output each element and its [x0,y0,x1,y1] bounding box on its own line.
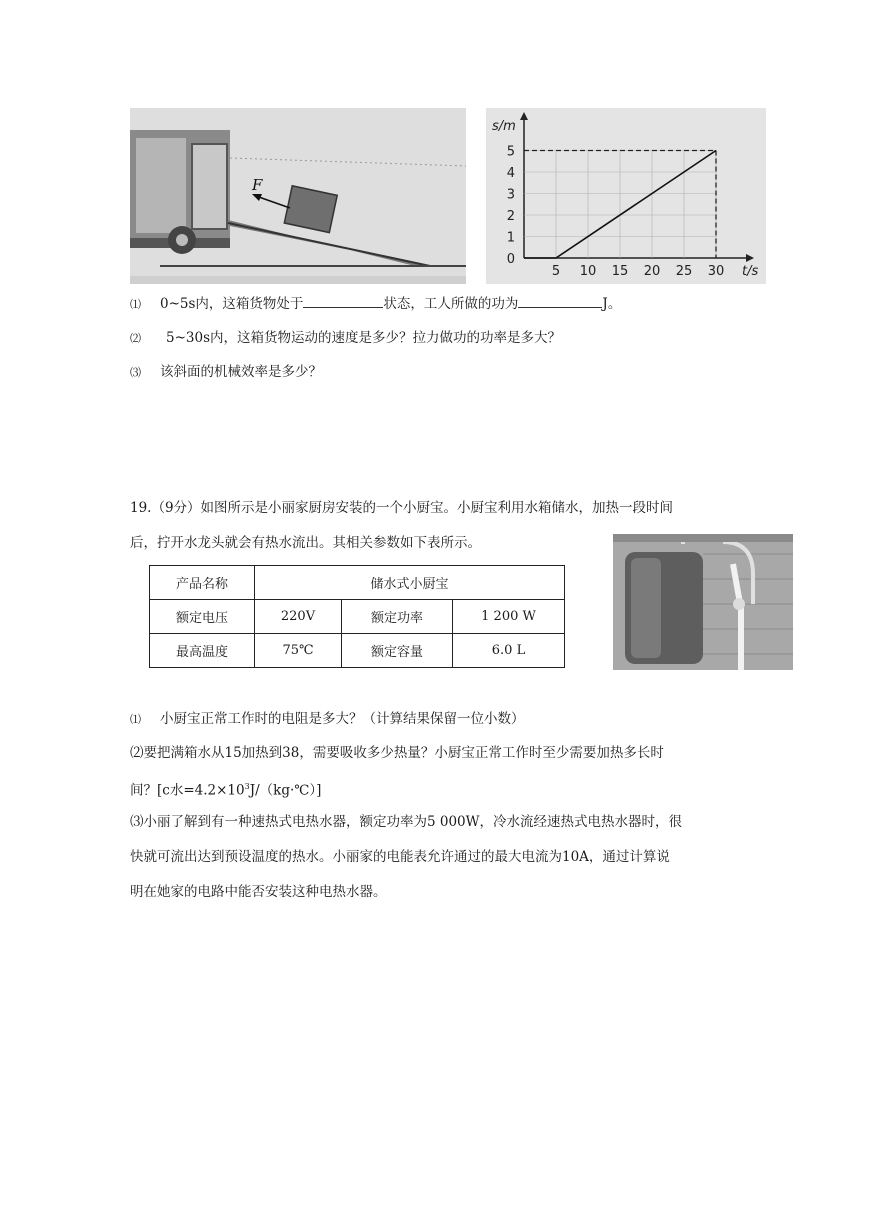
q19-part2-line2 [130,778,321,800]
table-cell: 产品名称 [150,566,255,600]
water-heater-illustration [613,534,793,670]
q18-part3-text: 该斜面的机械效率是多少？ [160,364,322,380]
q19-part1-number: ⑴ [130,713,141,726]
table-cell: 6.0 L [453,634,565,668]
table-row [150,566,565,600]
y-tick-label: 4 [506,166,515,181]
x-tick-label: 25 [675,264,693,279]
table-row [150,634,565,668]
q18-part1-text-b: 状态，工人所做的功为 [383,296,519,312]
ramp-illustration [130,108,466,284]
q19-intro-line2: 后，拧开水龙头就会有热水流出。其相关参数如下表所示。 [130,535,481,551]
q18-part3 [130,363,322,382]
q19-part3-line2: 快就可流出达到预设温度的热水。小丽家的电能表允许通过的最大电流为10A，通过计算说 [130,849,670,865]
q18-part1-text-c: J。 [602,296,622,312]
table-cell: 额定容量 [342,634,453,668]
q19-part2-formula-a: 间？[c水=4.2×10 [130,782,245,799]
q19-part1-text: 小厨宝正常工作时的电阻是多大？（计算结果保留一位小数） [160,711,525,727]
q18-part1-number: ⑴ [130,298,141,311]
x-tick-label: 15 [611,264,629,279]
table-cell: 220V [255,600,342,634]
q18-part1 [130,295,621,314]
s-t-chart-svg [486,108,766,284]
q18-part1-text-a: 0~5s内，这箱货物处于 [160,296,304,312]
x-tick-label: 20 [643,264,661,279]
table-cell: 储水式小厨宝 [255,566,565,600]
y-axis-label: s/m [492,119,516,134]
y-tick-label: 2 [506,209,515,224]
x-tick-label: 10 [579,264,597,279]
table-cell: 75℃ [255,634,342,668]
q19-part2-formula-b: J/（kg·℃）] [249,782,322,799]
y-tick-label: 0 [506,252,515,267]
table-row [150,600,565,634]
table-cell: 1 200 W [453,600,565,634]
table-cell: 额定电压 [150,600,255,634]
force-label: F [252,176,263,194]
x-tick-label: 30 [707,264,725,279]
water-heater-photo [613,534,793,670]
q18-part2-text: 5~30s内，这箱货物运动的速度是多少？拉力做功的功率是多大？ [166,330,562,346]
spec-table [149,565,565,668]
q19-part1 [130,710,525,729]
q19-part3-line1: ⑶小丽了解到有一种速热式电热水器，额定功率为5 000W，冷水流经速热式电热水器时，很 [130,814,683,830]
x-axis-label: t/s [742,264,759,279]
y-tick-label: 1 [506,230,515,246]
q19-part2-line1: ⑵要把满箱水从15加热到38，需要吸收多少热量？小厨宝正常工作时至少需要加热多长时 [130,745,664,761]
q18-part2 [130,329,561,348]
q19-part2-exponent: 3 [244,782,250,791]
table-cell: 额定功率 [342,600,453,634]
q18-part1-blank-2[interactable] [518,295,602,308]
table-cell: 最高温度 [150,634,255,668]
q18-part3-number: ⑶ [130,366,141,379]
x-tick-label: 5 [551,264,561,279]
s-t-chart [486,108,766,284]
ramp-truck-figure [130,108,466,284]
q19-intro-line1: 19.（9分）如图所示是小丽家厨房安装的一个小厨宝。小厨宝利用水箱储水，加热一段时间 [130,500,674,516]
q19-part3-line3: 明在她家的电路中能否安装这种电热水器。 [130,884,387,900]
y-tick-label: 5 [506,144,515,160]
q18-part2-number: ⑵ [130,332,141,345]
q18-part1-blank-1[interactable] [303,295,383,308]
y-tick-label: 3 [506,187,515,203]
